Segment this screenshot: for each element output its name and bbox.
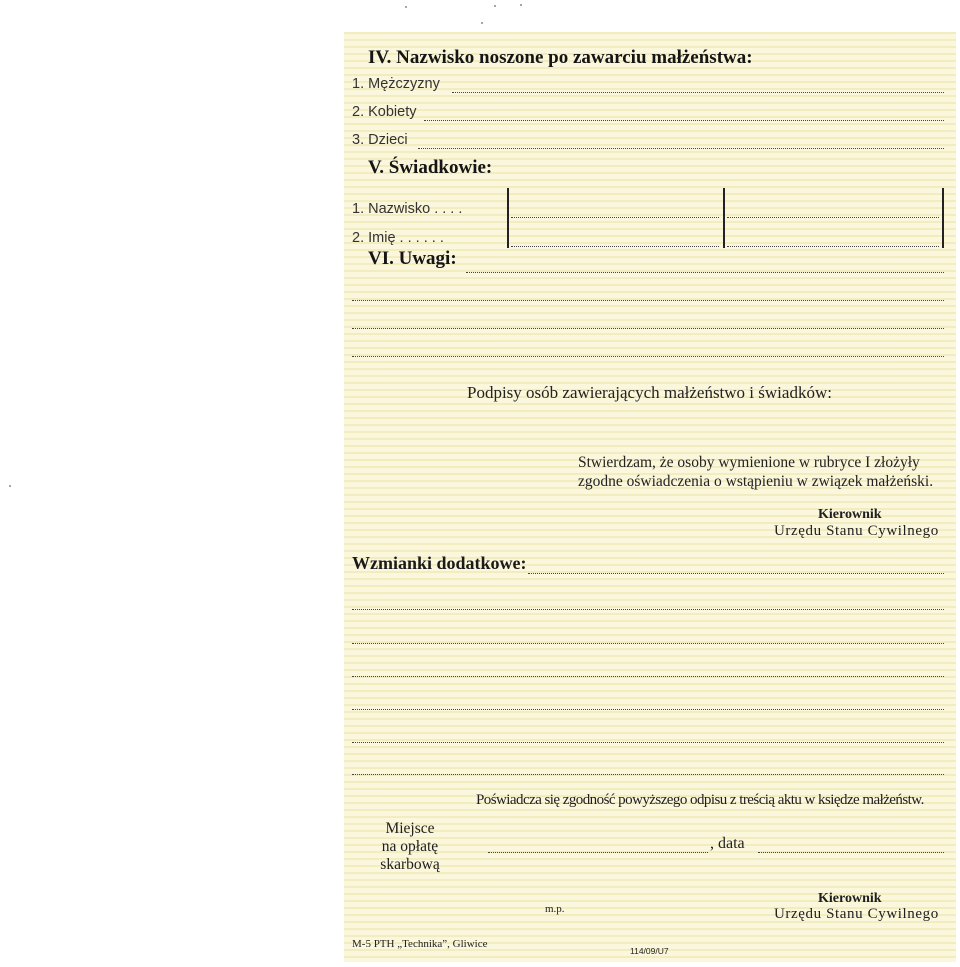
men-surname-label: 1. Mężczyzny bbox=[352, 76, 440, 92]
print-number: 114/09/U7 bbox=[630, 946, 669, 956]
certification-line-2: zgodne oświadczenia o wstąpieniu w związek małżeński. bbox=[578, 473, 934, 490]
scan-speck bbox=[405, 6, 407, 8]
stamp-duty-place bbox=[374, 820, 446, 874]
children-surname-field[interactable] bbox=[418, 148, 944, 149]
additional-notes-line[interactable] bbox=[352, 609, 944, 610]
signatures-caption: Podpisy osób zawierających małżeństwo i świadków: bbox=[467, 383, 832, 402]
section-vi-heading: VI. Uwagi: bbox=[368, 248, 457, 269]
additional-notes-line[interactable] bbox=[528, 573, 944, 574]
additional-notes-line[interactable] bbox=[352, 742, 944, 743]
scan-speck bbox=[9, 485, 11, 487]
additional-notes-line[interactable] bbox=[352, 709, 944, 710]
additional-notes-heading: Wzmianki dodatkowe: bbox=[352, 553, 527, 573]
children-surname-label: 3. Dzieci bbox=[352, 132, 408, 148]
witness-first-name-label: 2. Imię . . . . . . bbox=[352, 230, 444, 246]
date-field[interactable] bbox=[758, 852, 944, 853]
attestation-registrar-title: Kierownik bbox=[818, 891, 882, 906]
attestation-registrar-office: Urzędu Stanu Cywilnego bbox=[774, 906, 939, 922]
women-surname-label: 2. Kobiety bbox=[352, 104, 417, 120]
witness-2-first-name-field[interactable] bbox=[727, 246, 939, 247]
additional-notes-line[interactable] bbox=[352, 676, 944, 677]
remarks-line[interactable] bbox=[352, 356, 944, 357]
stamp-place-line: skarbową bbox=[380, 856, 440, 873]
section-iv-heading: IV. Nazwisko noszone po zawarciu małżeństwa: bbox=[368, 47, 753, 68]
women-surname-field[interactable] bbox=[424, 120, 944, 121]
attestation-text: Poświadcza się zgodność powyższego odpisu z treścią aktu w księdze małżeństw. bbox=[476, 792, 924, 808]
scan-speck bbox=[494, 5, 496, 7]
registrar-title: Kierownik bbox=[818, 507, 882, 522]
certification-line-1: Stwierdzam, że osoby wymienione w rubryce I złożyły bbox=[578, 454, 920, 471]
registrar-office: Urzędu Stanu Cywilnego bbox=[774, 523, 939, 539]
witness-column-divider bbox=[723, 188, 725, 248]
scan-speck bbox=[481, 22, 483, 24]
remarks-line[interactable] bbox=[352, 328, 944, 329]
witness-column-divider bbox=[507, 188, 509, 248]
additional-notes-line[interactable] bbox=[352, 643, 944, 644]
section-v-heading: V. Świadkowie: bbox=[368, 157, 493, 178]
scan-speck bbox=[520, 4, 522, 6]
stamp-place-line: Miejsce bbox=[385, 820, 435, 837]
men-surname-field[interactable] bbox=[452, 92, 944, 93]
witness-2-surname-field[interactable] bbox=[727, 217, 939, 218]
witness-column-divider bbox=[942, 188, 944, 248]
remarks-line[interactable] bbox=[466, 272, 944, 273]
witness-1-first-name-field[interactable] bbox=[511, 246, 719, 247]
form-code: M-5 PTH „Technika”, Gliwice bbox=[352, 938, 488, 950]
seal-mark: m.p. bbox=[545, 903, 565, 915]
witness-1-surname-field[interactable] bbox=[511, 217, 719, 218]
witness-surname-label: 1. Nazwisko . . . . bbox=[352, 201, 463, 217]
remarks-line[interactable] bbox=[352, 300, 944, 301]
date-label: , data bbox=[710, 835, 745, 852]
additional-notes-line[interactable] bbox=[352, 774, 944, 775]
stamp-place-line: na opłatę bbox=[381, 838, 439, 855]
place-field[interactable] bbox=[488, 852, 708, 853]
